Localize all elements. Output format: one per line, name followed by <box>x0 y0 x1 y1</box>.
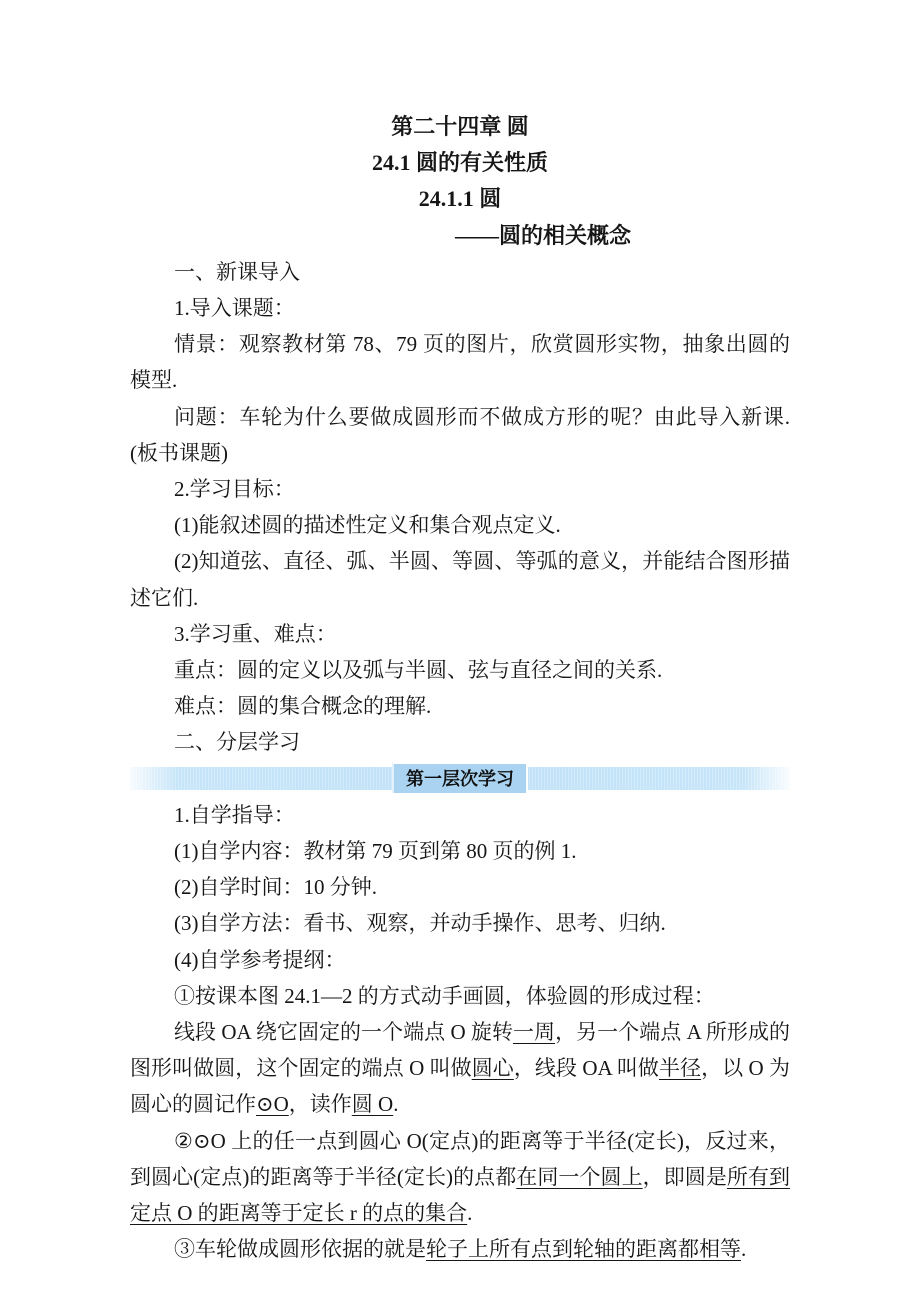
line-outline-item-3: ③车轮做成圆形依据的就是轮子上所有点到轮轴的距离都相等. <box>174 1237 747 1262</box>
line-key-difficult-points: 3.学习重、难点： <box>174 621 337 646</box>
section-title: 24.1 圆的有关性质 <box>371 150 548 176</box>
underlined-term: 所有到定点 O 的距离等于定长 r 的点的集合 <box>130 1164 791 1226</box>
document-body <box>130 254 790 1268</box>
line-goal-1: (1)能叙述圆的描述性定义和集合观点定义. <box>174 513 561 538</box>
line-self-study-content: (1)自学内容：教材第 79 页到第 80 页的例 1. <box>174 839 577 864</box>
underlined-term: 圆心 <box>471 1056 514 1081</box>
line-outline-item-1: ①按课本图 24.1—2 的方式动手画圆，体验圆的形成过程： <box>174 983 715 1008</box>
line-difficult-point: 难点：圆的集合概念的理解. <box>174 694 432 719</box>
para-circle-set-definition: ②⊙O 上的任一点到圆心 O(定点)的距离等于半径(定长)，反过来，到圆心(定点)的距离等于半径(定长)的点都在同一个圆上，即圆是所有到定点 O 的距离等于定长 r 的点的集合. <box>130 1128 791 1226</box>
level-banner-label: 第一层次学习 <box>392 762 528 793</box>
line-self-study-outline: (4)自学参考提纲： <box>174 947 346 972</box>
line-self-study-method: (3)自学方法：看书、观察，并动手操作、思考、归纳. <box>174 911 666 936</box>
line-learning-goals: 2.学习目标： <box>174 477 295 502</box>
underlined-term: 半径 <box>658 1056 702 1081</box>
line-self-study-guide: 1.自学指导： <box>174 802 295 827</box>
line-question: 问题：车轮为什么要做成圆形而不做成方形的呢？由此导入新课.(板书课题) <box>130 404 790 465</box>
chapter-title: 第二十四章 圆 <box>391 114 529 139</box>
line-self-study-time: (2)自学时间：10 分钟. <box>174 875 377 900</box>
underlined-term: ⊙O <box>256 1092 289 1117</box>
heading-part-two: 二、分层学习 <box>174 730 300 755</box>
underlined-term: 一周 <box>512 1020 556 1045</box>
para-circle-definition: 线段 OA 绕它固定的一个端点 O 旋转一周，另一个端点 A 所形成的图形叫做圆，这个固定的端点 O 叫做圆心，线段 OA 叫做半径，以 O 为圆心的圆记作⊙O，读作圆 O. <box>130 1020 790 1117</box>
underlined-term: 在同一个圆上 <box>516 1164 643 1189</box>
subtitle: ——圆的相关概念 <box>455 222 632 248</box>
line-key-point: 重点：圆的定义以及弧与半圆、弦与直径之间的关系. <box>174 658 663 683</box>
subsection-title: 24.1.1 圆 <box>418 186 502 212</box>
line-goal-2: (2)知道弦、直径、弧、半圆、等圆、等弧的意义，并能结合图形描述它们. <box>130 549 790 610</box>
heading-part-one: 一、新课导入 <box>174 259 300 284</box>
underlined-term: 轮子上所有点到轮轴的距离都相等 <box>426 1237 741 1262</box>
line-scenario: 情景：观察教材第 78、79 页的图片，欣赏圆形实物，抽象出圆的模型. <box>130 332 790 393</box>
level-banner <box>130 767 790 790</box>
line-intro-topic: 1.导入课题： <box>174 296 295 321</box>
title-block <box>130 109 790 254</box>
underlined-term: 圆 O <box>351 1092 394 1117</box>
